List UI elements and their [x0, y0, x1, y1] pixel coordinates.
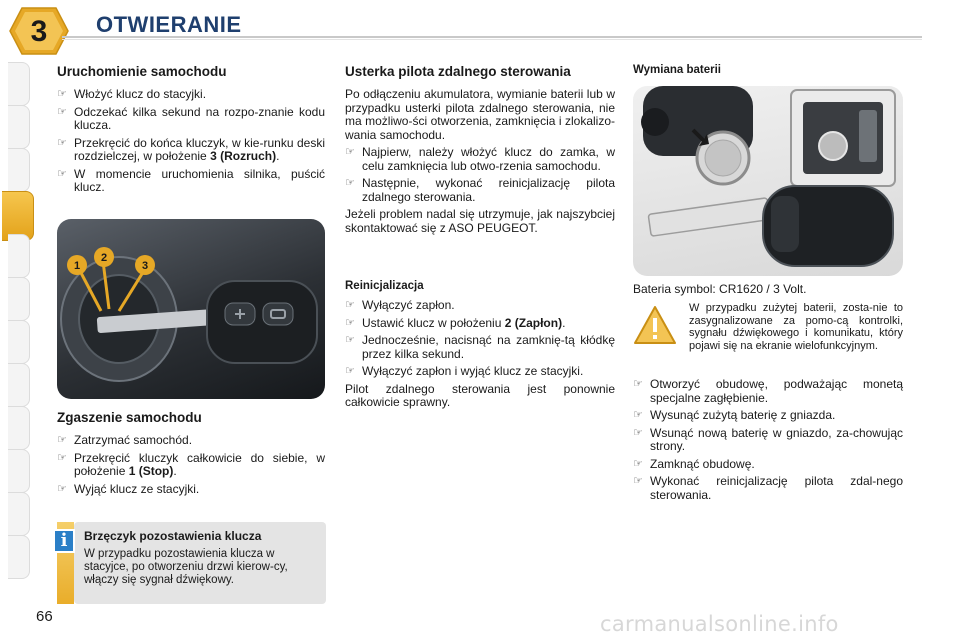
warning-icon — [633, 303, 677, 347]
section-title-start: Uruchomienie samochodu — [57, 64, 227, 79]
step-text: Zatrzymać samochód. — [74, 433, 193, 447]
step-item — [633, 378, 903, 405]
chapter-tab — [8, 105, 30, 149]
step-text: Wsunąć nową baterię w gniazdo, za-chowując strony. — [650, 425, 903, 453]
chapter-tab — [8, 320, 30, 364]
pointing-hand-icon: ☞ — [345, 365, 355, 377]
chapter-tab — [8, 148, 30, 192]
page-number: 66 — [36, 608, 53, 625]
step-text: Ustawić klucz w położeniu — [362, 315, 505, 330]
pointing-hand-icon: ☞ — [345, 146, 355, 158]
step-text-bold: 3 (Rozruch) — [210, 149, 277, 163]
pointing-hand-icon: ☞ — [57, 105, 67, 118]
step-item — [345, 299, 615, 313]
reinit-steps — [345, 299, 615, 414]
pointing-hand-icon: ☞ — [633, 409, 643, 421]
chapter-tab — [8, 62, 30, 106]
pointing-hand-icon: ☞ — [633, 475, 643, 487]
battery-replacement-illustration — [633, 86, 903, 276]
step-text: Wysunąć zużytą baterię z gniazda. — [650, 408, 836, 422]
step-text-suffix: . — [276, 149, 280, 163]
step-item — [633, 427, 903, 454]
failure-text — [345, 88, 615, 239]
position-marker-label: 3 — [141, 260, 149, 272]
position-marker-label: 2 — [100, 252, 108, 264]
chapter-tab — [8, 449, 30, 493]
chapter-tab — [8, 406, 30, 450]
step-item — [57, 137, 325, 164]
pointing-hand-icon: ☞ — [57, 482, 67, 495]
step-text: Wyłączyć zapłon. — [362, 298, 455, 312]
position-marker-label: 1 — [73, 260, 81, 272]
pointing-hand-icon: ☞ — [633, 426, 643, 439]
header-rule — [62, 39, 922, 40]
step-item — [633, 475, 903, 502]
step-item — [57, 434, 325, 448]
section-title-battery: Wymiana baterii — [633, 64, 721, 76]
start-steps — [57, 88, 325, 199]
step-text-bold: 2 (Zapłon) — [504, 315, 563, 330]
step-text: Wykonać reinicjalizację pilota zdal-nego sterowania. — [650, 474, 903, 502]
step-item — [57, 452, 325, 479]
section-title-reinit: Reinicjalizacja — [345, 280, 424, 292]
step-text-suffix: . — [562, 315, 566, 330]
step-text: Wyjąć klucz ze stacyjki. — [74, 481, 200, 496]
step-text: W momencie uruchomienia silnika, puścić klucz. — [74, 166, 325, 194]
reinit-outro: Pilot zdalnego sterowania jest ponownie całkowicie sprawny. — [345, 381, 615, 409]
pointing-hand-icon: ☞ — [57, 88, 67, 100]
chapter-tab — [8, 234, 30, 278]
step-item — [57, 483, 325, 497]
chapter-tabs — [0, 62, 36, 582]
step-item — [57, 88, 325, 102]
info-title: Brzęczyk pozostawienia klucza — [84, 529, 262, 543]
pointing-hand-icon: ☞ — [57, 434, 67, 446]
section-title-stop: Zgaszenie samochodu — [57, 410, 202, 425]
ignition-key-illustration — [57, 219, 325, 399]
chapter-tab — [8, 492, 30, 536]
failure-intro: Po odłączeniu akumulatora, wymianie baterii lub w przypadku usterki pilota zdalnego sterowania, nie ma możliwo-ści otworzenia, zamknięcia i zlokalizo-wania samochodu. — [345, 87, 615, 142]
step-list — [57, 88, 325, 195]
pointing-hand-icon: ☞ — [345, 177, 355, 189]
info-text: W przypadku pozostawienia klucza w stacyjce, po otworzeniu drzwi kierow-cy, włączy się sygnał dźwiękowy. — [84, 548, 288, 586]
battery-warning-text — [689, 302, 903, 356]
failure-outro: Jeżeli problem nadal się utrzymuje, jak najszybciej skontaktować się z ASO PEUGEOT. — [345, 207, 615, 235]
step-item — [345, 146, 615, 173]
pointing-hand-icon: ☞ — [345, 316, 355, 329]
step-item — [345, 365, 615, 379]
pointing-hand-icon: ☞ — [633, 457, 643, 470]
step-item — [345, 177, 615, 204]
step-item — [57, 106, 325, 133]
chapter-tab — [8, 363, 30, 407]
step-text-bold: 1 (Stop) — [128, 464, 174, 478]
step-text: Zamknąć obudowę. — [650, 456, 755, 471]
step-text: Przekręcić kluczyk całkowicie do siebie, w położenie — [74, 450, 325, 478]
pointing-hand-icon: ☞ — [345, 334, 355, 346]
section-title-failure: Usterka pilota zdalnego sterowania — [345, 64, 571, 79]
step-list — [345, 299, 615, 379]
watermark: carmanualsonline.info — [600, 612, 839, 636]
battery-caption: Bateria symbol: CR1620 / 3 Volt. — [633, 282, 807, 296]
step-text: Przekręcić do końca kluczyk, w kie-runku deski rozdzielczej, w położenie — [74, 135, 325, 163]
pointing-hand-icon: ☞ — [57, 136, 67, 149]
pointing-hand-icon: ☞ — [57, 451, 67, 464]
chapter-tab — [8, 277, 30, 321]
chapter-badge — [8, 4, 70, 58]
step-item — [633, 458, 903, 472]
step-item — [345, 317, 615, 331]
pointing-hand-icon: ☞ — [633, 378, 643, 390]
pointing-hand-icon: ☞ — [57, 167, 67, 180]
step-text: Następnie, wykonać reinicjalizację pilota zdalnego sterowania. — [362, 176, 615, 204]
step-text: Otworzyć obudowę, podważając monetą specjalne zagłębienie. — [650, 377, 903, 405]
step-list — [633, 378, 903, 502]
step-text: Najpierw, należy włożyć klucz do zamka, w celu zamknięcia lub otwo-rzenia samochodu. — [362, 145, 615, 173]
battery-warning: W przypadku zużytej baterii, zosta-nie to zasygnalizowane za pomo-cą kontrolki, sygnału dźwiękowego i komunikatu, który pojawi się na ekranie wielofunkcyjnym. — [689, 302, 903, 352]
chapter-number: 3 — [30, 15, 48, 48]
step-item — [345, 334, 615, 361]
step-item — [633, 409, 903, 423]
info-icon: i — [53, 529, 75, 553]
step-text: Wyłączyć zapłon i wyjąć klucz ze stacyjki. — [362, 364, 584, 378]
step-text: Odczekać kilka sekund na rozpo-znanie kodu klucza. — [74, 104, 325, 132]
chapter-tab — [8, 535, 30, 579]
step-text: Jednocześnie, nacisnąć na zamknię-tą kłódkę przez kilka sekund. — [362, 333, 615, 361]
stop-steps — [57, 434, 325, 500]
step-text: Włożyć klucz do stacyjki. — [74, 87, 207, 101]
step-list — [57, 434, 325, 496]
page-title: OTWIERANIE — [96, 12, 242, 37]
battery-steps — [633, 378, 903, 506]
step-item — [57, 168, 325, 195]
pointing-hand-icon: ☞ — [345, 299, 355, 311]
step-list — [345, 146, 615, 204]
step-text-suffix: . — [173, 464, 177, 478]
